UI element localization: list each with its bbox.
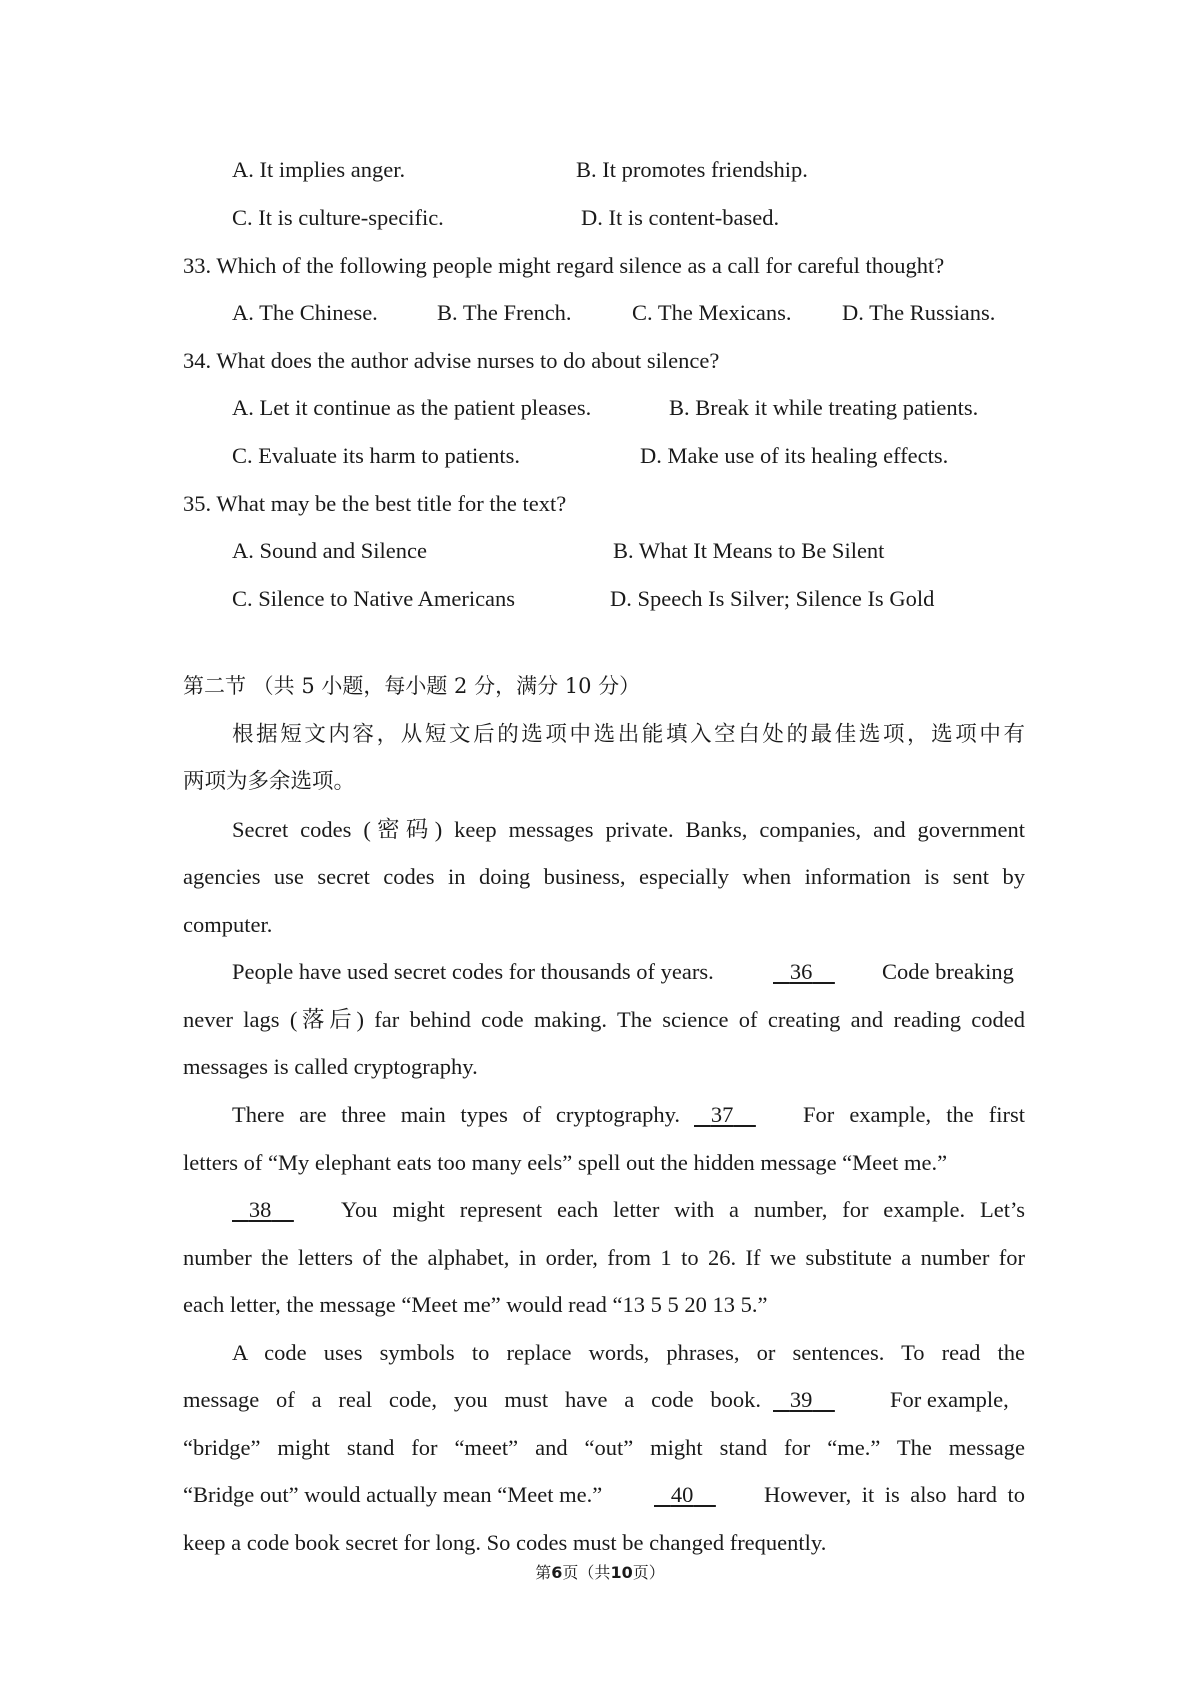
blank-38-number	[232, 1199, 294, 1222]
passage-p5-line-4-end: However, it is also hard to	[764, 1482, 1025, 1507]
passage-p5-line-3: “bridge” might stand for “meet” and “out” might stand for “me.” The message	[183, 1435, 1025, 1460]
q35-option-b: B. What It Means to Be Silent	[613, 538, 885, 563]
passage-p2-line-2: never lags (落后) far behind code making. The science of creating and reading coded	[183, 1007, 1025, 1032]
blank-39-label: 39	[789, 1387, 813, 1412]
total-pages: 10	[610, 1563, 633, 1582]
q34-option-a: A. Let it continue as the patient pleases.	[232, 395, 592, 420]
q32-option-a: A. It implies anger.	[232, 157, 406, 182]
q32-option-d: D. It is content-based.	[581, 205, 780, 230]
footer-post: 页）	[632, 1563, 665, 1582]
blank-38	[232, 1199, 294, 1222]
blank-39	[773, 1389, 835, 1412]
section-instructions-line-1: 根据短文内容，从短文后的选项中选出能填入空白处的最佳选项，选项中有	[232, 722, 1025, 747]
passage-p2-line-1-start: People have used secret codes for thousands of years.	[232, 959, 714, 984]
passage-p5-line-5: keep a code book secret for long. So codes must be changed frequently.	[183, 1530, 827, 1555]
blank-37	[694, 1104, 756, 1127]
q34-stem: 34. What does the author advise nurses to do about silence?	[183, 348, 720, 373]
q32-option-c: C. It is culture-specific.	[232, 205, 444, 230]
passage-p3-line-1-start: There are three main types of cryptography.	[232, 1102, 680, 1127]
blank-40-label: 40	[670, 1482, 694, 1507]
passage-p5-line-1: A code uses symbols to replace words, phrases, or sentences. To read the	[232, 1340, 1025, 1365]
q33-stem: 33. Which of the following people might regard silence as a call for careful thought?	[183, 253, 945, 278]
footer-mid: 页（共	[562, 1563, 611, 1582]
passage-p5-line-2-start: message of a real code, you must have a code book.	[183, 1387, 761, 1412]
q34-option-c: C. Evaluate its harm to patients.	[232, 443, 521, 468]
q34-option-d: D. Make use of its healing effects.	[640, 443, 949, 468]
blank-38-label: 38	[248, 1197, 272, 1222]
blank-40	[654, 1484, 716, 1507]
q33-option-c: C. The Mexicans.	[632, 300, 792, 325]
q33-option-b: B. The French.	[437, 300, 572, 325]
passage-p3-line-1-end: For example, the first	[803, 1102, 1025, 1127]
blank-36-number	[773, 961, 835, 984]
q32-option-b: B. It promotes friendship.	[576, 157, 808, 182]
blank-40-number	[654, 1484, 716, 1507]
q35-option-d: D. Speech Is Silver; Silence Is Gold	[610, 586, 935, 611]
passage-p5-line-2-end: For example,	[890, 1387, 1009, 1412]
section-instructions-line-2: 两项为多余选项。	[183, 769, 356, 794]
page-footer	[0, 1560, 1200, 1583]
q33-option-d: D. The Russians.	[842, 300, 996, 325]
q34-option-b: B. Break it while treating patients.	[669, 395, 979, 420]
passage-p4-line-1: You might represent each letter with a number, for example. Let’s	[341, 1197, 1025, 1222]
passage-p3-line-2: letters of “My elephant eats too many eels” spell out the hidden message “Meet me.”	[183, 1150, 948, 1175]
passage-p2-line-1-end: Code breaking	[882, 959, 1014, 984]
blank-36	[773, 961, 835, 984]
blank-37-number	[694, 1104, 756, 1127]
footer-pre: 第	[535, 1563, 552, 1582]
passage-p1-line-2: agencies use secret codes in doing business, especially when information is sent by	[183, 864, 1025, 889]
passage-p2-line-3: messages is called cryptography.	[183, 1054, 478, 1079]
q35-option-c: C. Silence to Native Americans	[232, 586, 516, 611]
blank-36-label: 36	[789, 959, 813, 984]
q35-stem: 35. What may be the best title for the text?	[183, 491, 567, 516]
q33-option-a: A. The Chinese.	[232, 300, 378, 325]
section-heading: 第二节 （共 5 小题，每小题 2 分，满分 10 分）	[183, 674, 641, 698]
passage-p5-line-4-start: “Bridge out” would actually mean “Meet me.”	[183, 1482, 603, 1507]
passage-p1-line-3: computer.	[183, 912, 273, 937]
passage-p4-line-2: number the letters of the alphabet, in order, from 1 to 26. If we substitute a number for	[183, 1245, 1025, 1270]
q35-option-a: A. Sound and Silence	[232, 538, 427, 563]
blank-39-number	[773, 1389, 835, 1412]
passage-p4-line-3: each letter, the message “Meet me” would read “13 5 5 20 13 5.”	[183, 1292, 768, 1317]
blank-37-label: 37	[710, 1102, 734, 1127]
passage-p1-line-1: Secret codes (密码) keep messages private. Banks, companies, and government	[232, 817, 1025, 842]
page-number: 6	[551, 1563, 563, 1582]
